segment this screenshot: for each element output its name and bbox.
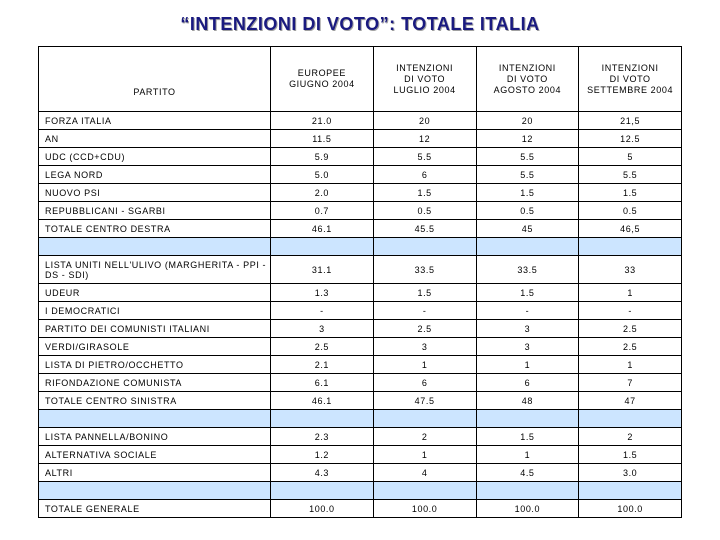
value-cell: 1.5 bbox=[373, 284, 476, 302]
value-cell: 2.0 bbox=[271, 184, 374, 202]
value-cell: 5.0 bbox=[271, 166, 374, 184]
column-header-line: SETTEMBRE 2004 bbox=[587, 84, 674, 95]
column-header-line: LUGLIO 2004 bbox=[393, 84, 456, 95]
column-header-line: INTENZIONI bbox=[498, 62, 556, 73]
table-row bbox=[39, 184, 682, 202]
value-cell: 1.5 bbox=[373, 184, 476, 202]
section-separator bbox=[39, 410, 682, 428]
value-cell: 5.5 bbox=[579, 166, 682, 184]
value-cell: - bbox=[476, 302, 579, 320]
separator-cell bbox=[39, 410, 271, 428]
table-row bbox=[39, 166, 682, 184]
value-cell: 2.1 bbox=[271, 356, 374, 374]
party-name-cell: LISTA DI PIETRO/OCCHETTO bbox=[39, 356, 271, 374]
value-cell: 31.1 bbox=[271, 256, 374, 284]
table-row bbox=[39, 302, 682, 320]
table-row bbox=[39, 446, 682, 464]
value-cell: 21.0 bbox=[271, 112, 374, 130]
value-cell: 3 bbox=[476, 338, 579, 356]
section-separator bbox=[39, 238, 682, 256]
value-cell: 2 bbox=[579, 428, 682, 446]
table-row bbox=[39, 338, 682, 356]
party-name-cell: UDC (CCD+CDU) bbox=[39, 148, 271, 166]
party-name-cell: LISTA PANNELLA/BONINO bbox=[39, 428, 271, 446]
table-row bbox=[39, 428, 682, 446]
separator-cell bbox=[373, 410, 476, 428]
value-cell: 0.5 bbox=[476, 202, 579, 220]
party-name-cell: TOTALE CENTRO DESTRA bbox=[39, 220, 271, 238]
table-body bbox=[39, 112, 682, 518]
party-name-cell: RIFONDAZIONE COMUNISTA bbox=[39, 374, 271, 392]
value-cell: 0.5 bbox=[579, 202, 682, 220]
party-name-cell: FORZA ITALIA bbox=[39, 112, 271, 130]
value-cell: 21,5 bbox=[579, 112, 682, 130]
table-row bbox=[39, 374, 682, 392]
value-cell: 33.5 bbox=[476, 256, 579, 284]
party-name-cell: ALTRI bbox=[39, 464, 271, 482]
column-header-settembre bbox=[579, 47, 682, 112]
value-cell: 11.5 bbox=[271, 130, 374, 148]
value-cell: 1.5 bbox=[579, 446, 682, 464]
party-name-cell: TOTALE GENERALE bbox=[39, 500, 271, 518]
value-cell: 33 bbox=[579, 256, 682, 284]
column-header-line: DI VOTO bbox=[404, 73, 446, 84]
party-name-cell: LISTA UNITI NELL'ULIVO (MARGHERITA - PPI - DS - SDI) bbox=[39, 256, 271, 284]
party-name-cell: LEGA NORD bbox=[39, 166, 271, 184]
party-name-cell: I DEMOCRATICI bbox=[39, 302, 271, 320]
party-name-cell: ALTERNATIVA SOCIALE bbox=[39, 446, 271, 464]
value-cell: 33.5 bbox=[373, 256, 476, 284]
value-cell: 3 bbox=[476, 320, 579, 338]
separator-cell bbox=[39, 238, 271, 256]
value-cell: 1.5 bbox=[579, 184, 682, 202]
table-row bbox=[39, 202, 682, 220]
table-row bbox=[39, 256, 682, 284]
party-name-cell: AN bbox=[39, 130, 271, 148]
party-name-cell: VERDI/GIRASOLE bbox=[39, 338, 271, 356]
value-cell: 1 bbox=[579, 284, 682, 302]
value-cell: 100.0 bbox=[579, 500, 682, 518]
separator-cell bbox=[373, 238, 476, 256]
value-cell: 3 bbox=[271, 320, 374, 338]
value-cell: 45 bbox=[476, 220, 579, 238]
value-cell: 6 bbox=[373, 166, 476, 184]
separator-cell bbox=[271, 238, 374, 256]
value-cell: 1 bbox=[373, 446, 476, 464]
party-name-cell: UDEUR bbox=[39, 284, 271, 302]
value-cell: 12 bbox=[476, 130, 579, 148]
value-cell: 5.9 bbox=[271, 148, 374, 166]
column-header-line: AGOSTO 2004 bbox=[493, 84, 562, 95]
value-cell: 4.3 bbox=[271, 464, 374, 482]
value-cell: 1 bbox=[476, 356, 579, 374]
separator-cell bbox=[579, 482, 682, 500]
value-cell: - bbox=[271, 302, 374, 320]
page-title: “INTENZIONI DI VOTO”: TOTALE ITALIA bbox=[180, 14, 540, 34]
value-cell: 20 bbox=[476, 112, 579, 130]
table-row bbox=[39, 284, 682, 302]
value-cell: 45.5 bbox=[373, 220, 476, 238]
table-row bbox=[39, 320, 682, 338]
table-row bbox=[39, 500, 682, 518]
separator-cell bbox=[271, 410, 374, 428]
value-cell: 46.1 bbox=[271, 392, 374, 410]
value-cell: 0.7 bbox=[271, 202, 374, 220]
value-cell: 1.5 bbox=[476, 184, 579, 202]
value-cell: 1.3 bbox=[271, 284, 374, 302]
table-row bbox=[39, 392, 682, 410]
value-cell: 46,5 bbox=[579, 220, 682, 238]
value-cell: 20 bbox=[373, 112, 476, 130]
value-cell: 48 bbox=[476, 392, 579, 410]
value-cell: 47.5 bbox=[373, 392, 476, 410]
column-header-line: DI VOTO bbox=[609, 73, 651, 84]
value-cell: 100.0 bbox=[271, 500, 374, 518]
value-cell: 6 bbox=[476, 374, 579, 392]
column-header-line: GIUGNO 2004 bbox=[289, 79, 355, 89]
value-cell: 1 bbox=[579, 356, 682, 374]
value-cell: 46.1 bbox=[271, 220, 374, 238]
separator-cell bbox=[39, 482, 271, 500]
value-cell: 2.5 bbox=[373, 320, 476, 338]
column-header-luglio bbox=[373, 47, 476, 112]
value-cell: 3 bbox=[373, 338, 476, 356]
column-header-line: INTENZIONI bbox=[396, 62, 454, 73]
vote-intentions-table bbox=[38, 46, 682, 518]
value-cell: 12.5 bbox=[579, 130, 682, 148]
separator-cell bbox=[579, 410, 682, 428]
party-name-cell: REPUBBLICANI - SGARBI bbox=[39, 202, 271, 220]
value-cell: 1.2 bbox=[271, 446, 374, 464]
separator-cell bbox=[579, 238, 682, 256]
party-name-cell: NUOVO PSI bbox=[39, 184, 271, 202]
value-cell: 2 bbox=[373, 428, 476, 446]
party-name-cell: TOTALE CENTRO SINISTRA bbox=[39, 392, 271, 410]
value-cell: 6.1 bbox=[271, 374, 374, 392]
party-name-cell: PARTITO DEI COMUNISTI ITALIANI bbox=[39, 320, 271, 338]
table-row bbox=[39, 220, 682, 238]
section-separator bbox=[39, 482, 682, 500]
value-cell: 6 bbox=[373, 374, 476, 392]
value-cell: 5.5 bbox=[476, 166, 579, 184]
value-cell: 0.5 bbox=[373, 202, 476, 220]
value-cell: 1.5 bbox=[476, 428, 579, 446]
value-cell: 1 bbox=[373, 356, 476, 374]
value-cell: 1 bbox=[476, 446, 579, 464]
table-row bbox=[39, 464, 682, 482]
party-column-header: PARTITO bbox=[39, 47, 271, 112]
value-cell: 1.5 bbox=[476, 284, 579, 302]
value-cell: 2.5 bbox=[579, 320, 682, 338]
table-row bbox=[39, 130, 682, 148]
value-cell: 3.0 bbox=[579, 464, 682, 482]
value-cell: 2.3 bbox=[271, 428, 374, 446]
column-header-line: INTENZIONI bbox=[601, 62, 659, 73]
value-cell: 2.5 bbox=[271, 338, 374, 356]
table-row bbox=[39, 112, 682, 130]
value-cell: 2.5 bbox=[579, 338, 682, 356]
separator-cell bbox=[476, 238, 579, 256]
column-header-line: DI VOTO bbox=[506, 73, 548, 84]
value-cell: 5 bbox=[579, 148, 682, 166]
column-header-line: EUROPEE bbox=[297, 68, 346, 78]
value-cell: 4 bbox=[373, 464, 476, 482]
table-header-row bbox=[39, 47, 682, 112]
value-cell: - bbox=[579, 302, 682, 320]
column-header-europee bbox=[271, 47, 374, 112]
value-cell: 7 bbox=[579, 374, 682, 392]
value-cell: - bbox=[373, 302, 476, 320]
table-row bbox=[39, 356, 682, 374]
value-cell: 5.5 bbox=[476, 148, 579, 166]
table-row bbox=[39, 148, 682, 166]
value-cell: 4.5 bbox=[476, 464, 579, 482]
value-cell: 47 bbox=[579, 392, 682, 410]
value-cell: 100.0 bbox=[373, 500, 476, 518]
value-cell: 100.0 bbox=[476, 500, 579, 518]
separator-cell bbox=[476, 482, 579, 500]
separator-cell bbox=[373, 482, 476, 500]
separator-cell bbox=[271, 482, 374, 500]
value-cell: 5.5 bbox=[373, 148, 476, 166]
column-header-agosto bbox=[476, 47, 579, 112]
separator-cell bbox=[476, 410, 579, 428]
value-cell: 12 bbox=[373, 130, 476, 148]
